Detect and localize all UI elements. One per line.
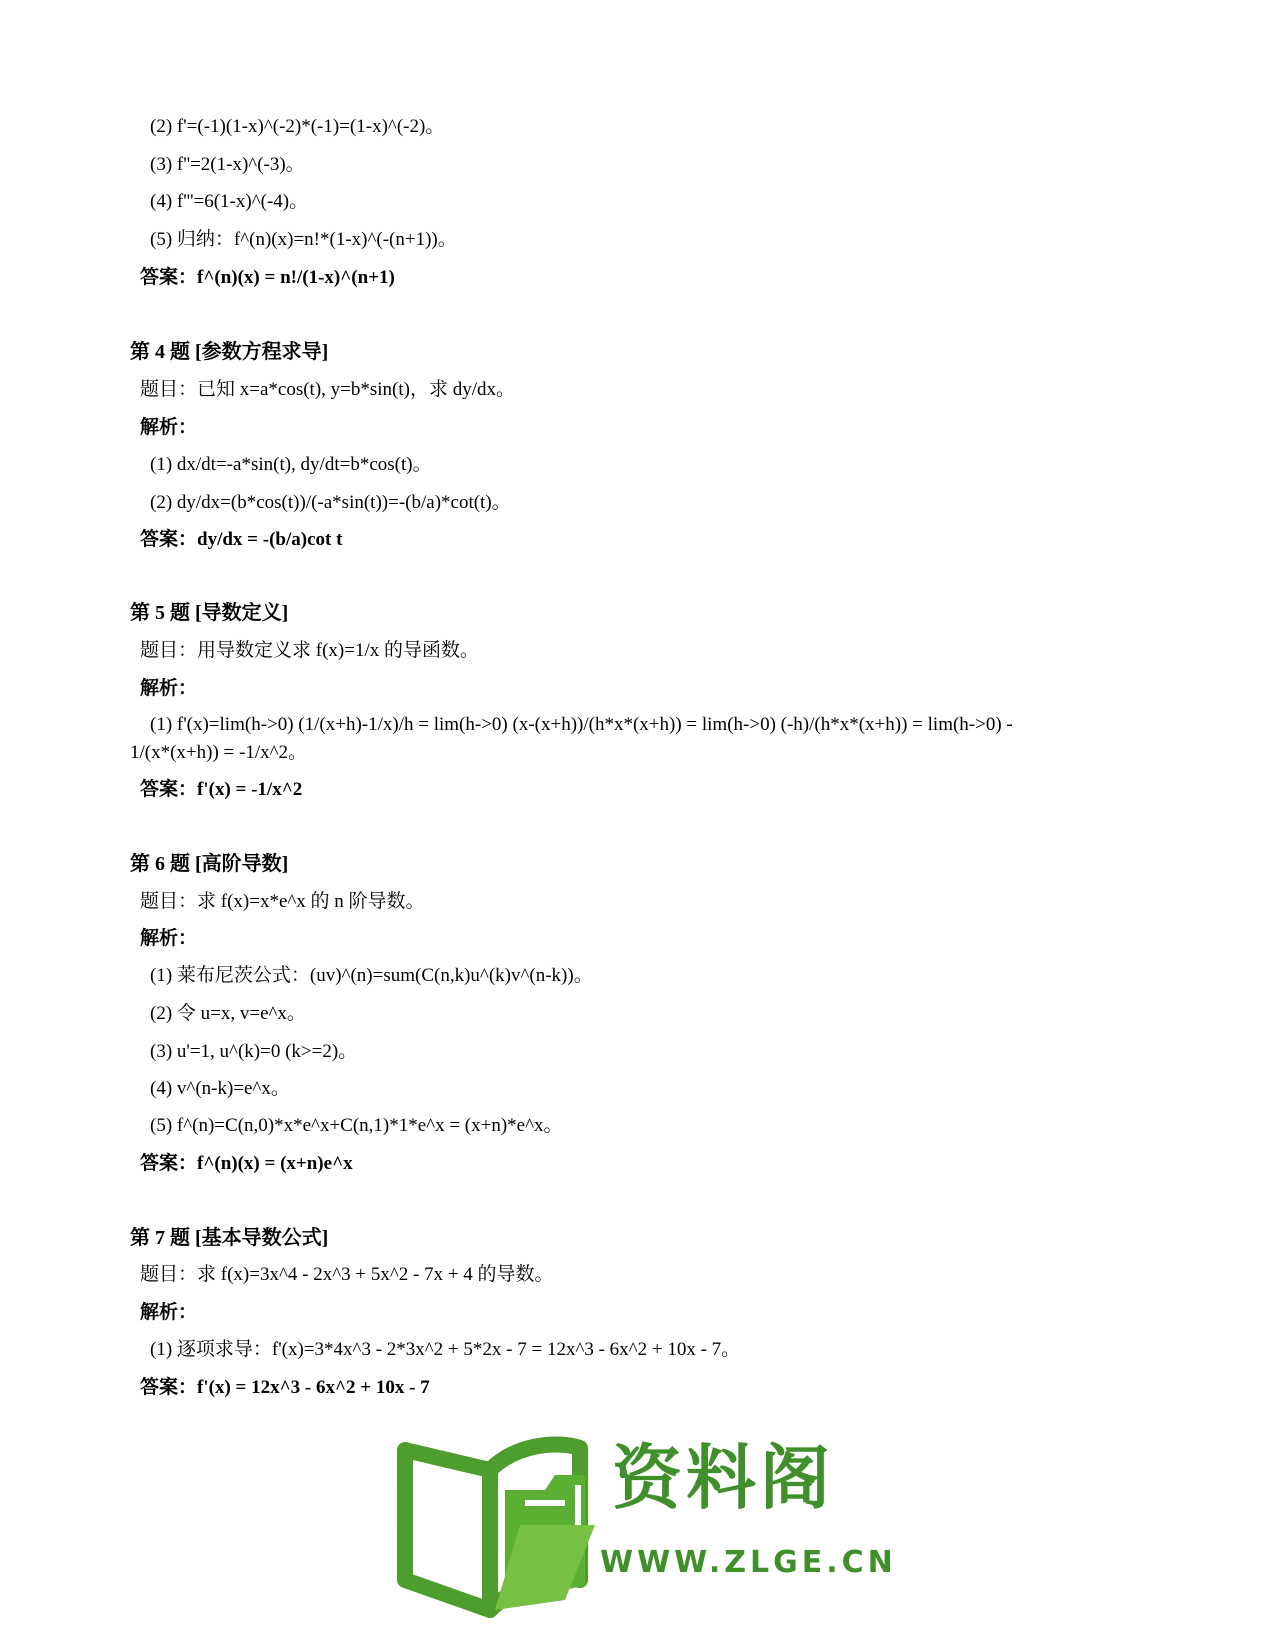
answer-line	[140, 1152, 353, 1176]
step-line: (1) f'(x)=lim(h->0) (1/(x+h)-1/x)/h = lim(h->0) (x-(x+h))/(h*x*(x+h)) = lim(h->0) (-h)/(h*x*(x+h)) = lim(h->0) -	[150, 714, 1013, 735]
step-line: (2) dy/dx=(b*cos(t))/(-a*sin(t))=-(b/a)*cot(t)。	[150, 492, 511, 513]
answer-label: 答案：	[140, 779, 198, 800]
answer-line	[140, 1376, 430, 1400]
answer-value: f'(x) = -1/x^2	[197, 779, 303, 800]
step-line: (3) f''=2(1-x)^(-3)。	[150, 154, 305, 175]
question-heading: 第 6 题 [高阶导数]	[130, 853, 289, 875]
analysis-label: 解析：	[140, 417, 198, 438]
step-line: (3) u'=1, u^(k)=0 (k>=2)。	[150, 1041, 358, 1062]
question-heading: 第 5 题 [导数定义]	[130, 602, 289, 624]
answer-value: f^(n)(x) = n!/(1-x)^(n+1)	[197, 267, 395, 288]
step-line: (2) 令 u=x, v=e^x。	[150, 1003, 306, 1024]
answer-line	[140, 778, 302, 802]
analysis-label: 解析：	[140, 928, 198, 949]
watermark-url: WWW.ZLGE.CN	[600, 1545, 897, 1580]
answer-line	[140, 266, 395, 290]
step-line-continued: 1/(x*(x+h)) = -1/x^2。	[130, 742, 308, 763]
answer-value: dy/dx = -(b/a)cot t	[197, 529, 343, 550]
step-line: (4) f'''=6(1-x)^(-4)。	[150, 191, 309, 212]
question-text: 题目：已知 x=a*cos(t), y=b*sin(t)，求 dy/dx。	[140, 379, 516, 400]
answer-label: 答案：	[140, 1377, 198, 1398]
answer-label: 答案：	[140, 529, 198, 550]
answer-label: 答案：	[140, 1153, 198, 1174]
question-heading: 第 7 题 [基本导数公式]	[130, 1227, 329, 1249]
step-line: (1) 逐项求导：f'(x)=3*4x^3 - 2*3x^2 + 5*2x - 7 = 12x^3 - 6x^2 + 10x - 7。	[150, 1339, 741, 1360]
question-heading: 第 4 题 [参数方程求导]	[130, 341, 329, 363]
answer-label: 答案：	[140, 267, 198, 288]
step-line: (5) 归纳：f^(n)(x)=n!*(1-x)^(-(n+1))。	[150, 229, 457, 250]
analysis-label: 解析：	[140, 678, 198, 699]
step-line: (1) 莱布尼茨公式：(uv)^(n)=sum(C(n,k)u^(k)v^(n-k))。	[150, 965, 593, 986]
answer-value: f'(x) = 12x^3 - 6x^2 + 10x - 7	[197, 1377, 430, 1398]
watermark-brand-name: 资料阁	[612, 1437, 834, 1519]
answer-value: f^(n)(x) = (x+n)e^x	[197, 1153, 353, 1174]
step-line: (4) v^(n-k)=e^x。	[150, 1078, 290, 1099]
answer-line	[140, 528, 342, 552]
question-text: 题目：求 f(x)=3x^4 - 2x^3 + 5x^2 - 7x + 4 的导数。	[140, 1264, 554, 1285]
question-text: 题目：用导数定义求 f(x)=1/x 的导函数。	[140, 640, 479, 661]
question-text: 题目：求 f(x)=x*e^x 的 n 阶导数。	[140, 891, 425, 912]
step-line: (5) f^(n)=C(n,0)*x*e^x+C(n,1)*1*e^x = (x+n)*e^x。	[150, 1115, 563, 1136]
step-line: (2) f'=(-1)(1-x)^(-2)*(-1)=(1-x)^(-2)。	[150, 116, 445, 137]
step-line: (1) dx/dt=-a*sin(t), dy/dt=b*cos(t)。	[150, 454, 432, 475]
analysis-label: 解析：	[140, 1302, 198, 1323]
